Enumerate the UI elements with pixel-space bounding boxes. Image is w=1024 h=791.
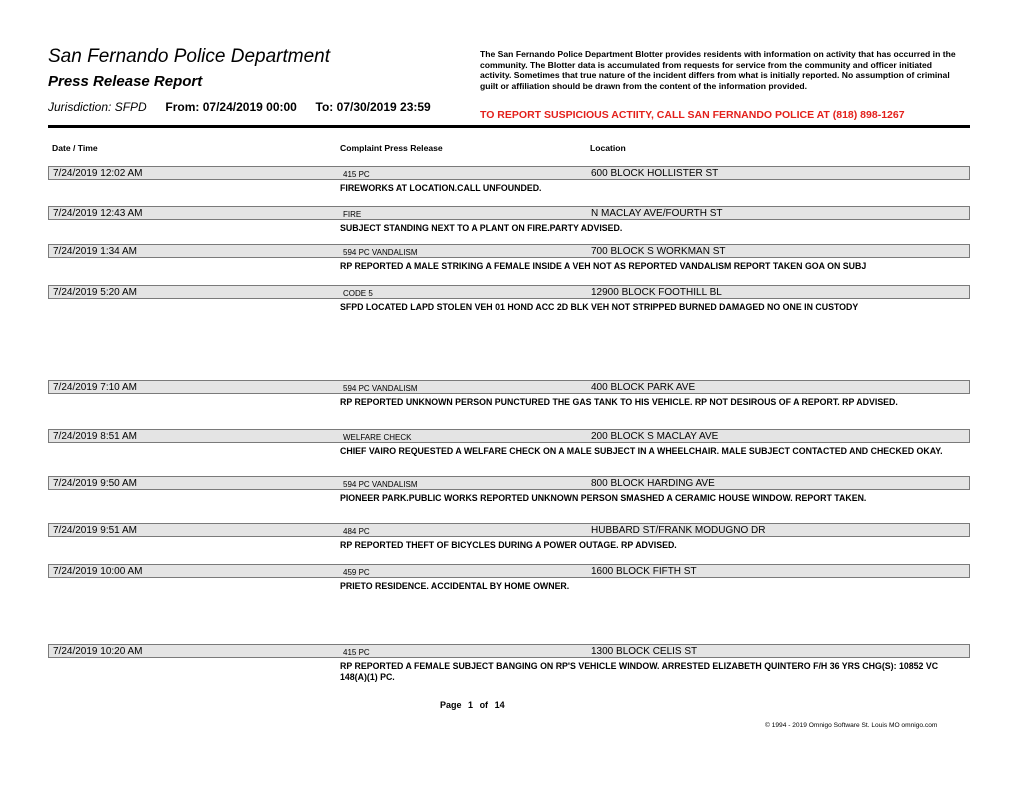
record-location: 700 BLOCK S WORKMAN ST — [591, 246, 726, 257]
record-header-row — [48, 564, 970, 578]
record-description: CHIEF VAIRO REQUESTED A WELFARE CHECK ON A MALE SUBJECT IN A WHEELCHAIR. MALE SUBJECT CONTACTED AND CHECKED OKAY. — [340, 446, 943, 456]
record-complaint-code: 594 PC VANDALISM — [343, 248, 418, 257]
record-complaint-code: 415 PC — [343, 170, 370, 179]
page-indicator — [440, 700, 505, 710]
record-datetime: 7/24/2019 1:34 AM — [53, 246, 137, 257]
record-datetime: 7/24/2019 10:20 AM — [53, 646, 143, 657]
record-location: 400 BLOCK PARK AVE — [591, 382, 696, 393]
record-datetime: 7/24/2019 12:43 AM — [53, 208, 143, 219]
column-header-complaint: Complaint Press Release — [340, 143, 443, 153]
record-location: 12900 BLOCK FOOTHILL BL — [591, 287, 722, 298]
jurisdiction-label: Jurisdiction: — [48, 100, 112, 114]
record-description: PIONEER PARK.PUBLIC WORKS REPORTED UNKNOWN PERSON SMASHED A CERAMIC HOUSE WINDOW. REPORT TAKEN. — [340, 493, 867, 503]
record-header-row — [48, 380, 970, 394]
record-description: FIREWORKS AT LOCATION.CALL UNFOUNDED. — [340, 183, 542, 193]
record-datetime: 7/24/2019 9:51 AM — [53, 525, 137, 536]
record-location: N MACLAY AVE/FOURTH ST — [591, 208, 723, 219]
record-datetime: 7/24/2019 5:20 AM — [53, 287, 137, 298]
record-header-row — [48, 644, 970, 658]
record-complaint-code: 459 PC — [343, 568, 370, 577]
report-hotline: TO REPORT SUSPICIOUS ACTIITY, CALL SAN FERNANDO POLICE AT (818) 898-1267 — [480, 109, 905, 121]
record-location: 1600 BLOCK FIFTH ST — [591, 566, 697, 577]
record-location: 200 BLOCK S MACLAY AVE — [591, 431, 719, 442]
record-header-row — [48, 285, 970, 299]
record-description: RP REPORTED A MALE STRIKING A FEMALE INSIDE A VEH NOT AS REPORTED VANDALISM REPORT TAKEN GOA ON SUBJ — [340, 261, 867, 271]
blotter-disclaimer: The San Fernando Police Department Blotter provides residents with information on activity that has occurred in the community. The Blotter data is accumulated from requests for service from the community and officer initiated activity. Sometimes that true nature of the incident differs from what is initially reported. No assumption of criminal guilt or affiliation should be drawn from the content of the information provided. — [480, 49, 956, 92]
record-header-row — [48, 166, 970, 180]
record-complaint-code: 594 PC VANDALISM — [343, 384, 418, 393]
record-datetime: 7/24/2019 7:10 AM — [53, 382, 137, 393]
record-header-row — [48, 429, 970, 443]
agency-title: San Fernando Police Department — [48, 46, 330, 67]
record-complaint-code: 594 PC VANDALISM — [343, 480, 418, 489]
page-total: 14 — [494, 700, 505, 710]
record-header-row — [48, 523, 970, 537]
record-description: PRIETO RESIDENCE. ACCIDENTAL BY HOME OWNER. — [340, 581, 570, 591]
record-location: 1300 BLOCK CELIS ST — [591, 646, 698, 657]
record-datetime: 7/24/2019 8:51 AM — [53, 431, 137, 442]
page-of-label: of — [479, 700, 489, 710]
record-description: RP REPORTED A FEMALE SUBJECT BANGING ON RP'S VEHICLE WINDOW. ARRESTED ELIZABETH QUINTERO F/H 36 YRS CHG(S): 10852 VC 148(A)(1) PC. — [340, 661, 939, 682]
record-location: 600 BLOCK HOLLISTER ST — [591, 168, 719, 179]
from-label: From: — [165, 100, 200, 114]
record-datetime: 7/24/2019 10:00 AM — [53, 566, 143, 577]
record-description: SUBJECT STANDING NEXT TO A PLANT ON FIRE.PARTY ADVISED. — [340, 223, 623, 233]
from-value: 07/24/2019 00:00 — [202, 100, 297, 114]
record-header-row — [48, 476, 970, 490]
record-description: RP REPORTED UNKNOWN PERSON PUNCTURED THE GAS TANK TO HIS VEHICLE. RP NOT DESIROUS OF A REPORT. RP ADVISED. — [340, 397, 898, 407]
record-location: 800 BLOCK HARDING AVE — [591, 478, 715, 489]
header-divider — [48, 125, 970, 128]
record-complaint-code: FIRE — [343, 210, 362, 219]
record-description: SFPD LOCATED LAPD STOLEN VEH 01 HOND ACC 2D BLK VEH NOT STRIPPED BURNED DAMAGED NO ONE IN CUSTODY — [340, 302, 859, 312]
report-title: Press Release Report — [48, 73, 203, 90]
record-header-row — [48, 244, 970, 258]
record-complaint-code: 484 PC — [343, 527, 370, 536]
column-header-location: Location — [590, 143, 626, 153]
record-datetime: 7/24/2019 9:50 AM — [53, 478, 137, 489]
to-label: To: — [315, 100, 334, 114]
record-header-row — [48, 206, 970, 220]
record-location: HUBBARD ST/FRANK MODUGNO DR — [591, 525, 766, 536]
jurisdiction-value: SFPD — [114, 100, 147, 114]
record-description: RP REPORTED THEFT OF BICYCLES DURING A POWER OUTAGE. RP ADVISED. — [340, 540, 677, 550]
page-current: 1 — [468, 700, 474, 710]
record-complaint-code: WELFARE CHECK — [343, 433, 412, 442]
to-value: 07/30/2019 23:59 — [336, 100, 431, 114]
jurisdiction-line — [48, 100, 431, 114]
copyright-footer: © 1994 - 2019 Omnigo Software St. Louis MO omnigo.com — [765, 722, 938, 729]
record-complaint-code: 415 PC — [343, 648, 370, 657]
page-label: Page — [440, 700, 462, 710]
record-datetime: 7/24/2019 12:02 AM — [53, 168, 143, 179]
record-complaint-code: CODE 5 — [343, 289, 373, 298]
column-header-datetime: Date / Time — [52, 143, 98, 153]
